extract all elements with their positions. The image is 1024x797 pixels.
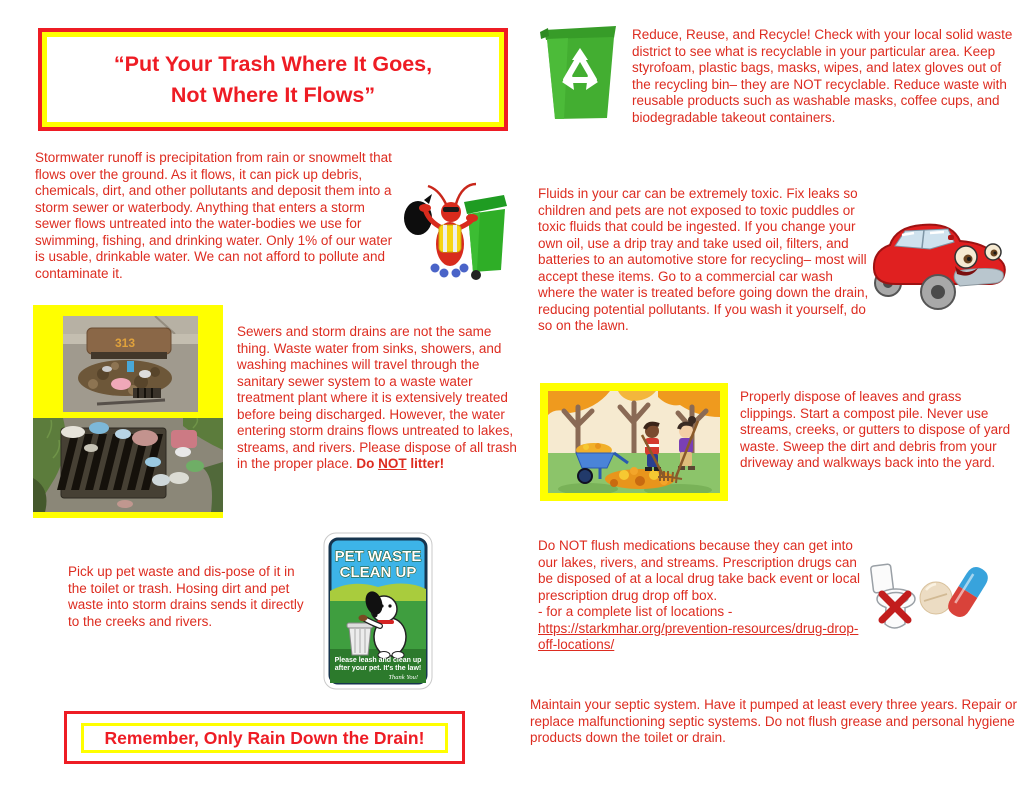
sewers-bold-1: Do xyxy=(356,456,379,471)
footer-text: Remember, Only Rain Down the Drain! xyxy=(104,727,425,748)
recycle-bin-icon xyxy=(538,16,622,123)
pet-sign-caption-1: Please leash and clean up xyxy=(334,657,422,664)
pet-waste-paragraph: Pick up pet waste and dis-pose of it in the toilet or trash. Hosing dirt and pet waste into storm drains sends it directly to the creeks and rivers. xyxy=(68,564,304,629)
medications-paragraph xyxy=(538,538,864,654)
stormwater-paragraph: Stormwater runoff is precipitation from rain or snowmelt that flows over the ground. As it flows, it can pick up debris, chemicals, dirt, and other pollutants and deposit them into a storm sewer or waterbody. Anything that enters a storm sewer flows untreated into the water-bodies we use for swimming, fishing, and drinking water. Only 1% of our water is usable, drinkable water. We can not afford to pollute and contaminate it. xyxy=(35,150,393,281)
car-fluids-paragraph: Fluids in your car can be extremely toxic. Fix leaks so children and pets are not exposed to toxic puddles or toxic fluids that could be ingested. If you change your own oil, use a drip tray and take used oil, filters, and batteries to an automotive store for recycling– most will accept these items. Go to a commercial car wash where the water is treated before going down the drain, reducing potential pollutants. If you wash it yourself, do so on the lawn. xyxy=(538,186,869,333)
clogged-curb-inlet-photo xyxy=(63,316,198,412)
pet-sign-thanks: Thank You! xyxy=(388,674,418,681)
title-banner xyxy=(38,28,508,131)
pet-waste-sign xyxy=(322,531,434,693)
recycle-paragraph: Reduce, Reuse, and Recycle! Check with your local solid waste district to see what is recyclable in your particular area. Keep styrofoam, plastic bags, masks, wipes, and latex gloves out of the recycling bin– they are NOT recyclable. Reduce waste with reusable products such as washable masks, coffee cups, and biodegradable takeout containers. xyxy=(632,27,1013,125)
pet-sign-caption-2: after your pet. It's the law! xyxy=(334,665,422,672)
sewers-body: Sewers and storm drains are not the same thing. Waste water from sinks, showers, and washing machines will travel through the sanitary sewer system to a waste water treatment plant where it is extensively treated before being discharged. However, the water entering storm drains flows untreated to lakes, streams, and rivers. Please dispose of all trash in the proper place. xyxy=(237,324,517,471)
pet-sign-title-2: CLEAN UP xyxy=(339,564,417,581)
storm-drain-photo-panel xyxy=(33,305,223,518)
drug-drop-off-link[interactable]: https://starkmhar.org/prevention-resources/drug-drop-off-locations/ xyxy=(538,620,859,652)
footer-banner xyxy=(64,711,465,764)
medications-body: Do NOT flush medications because they can get into our lakes, rivers, and streams. Prescription drugs can be disposed of at a local drug take back event or local prescription drug drop off box. xyxy=(538,538,860,603)
sewers-paragraph xyxy=(237,324,519,473)
curb-number-text: 313 xyxy=(115,336,136,350)
crawfish-trash-mascot-icon xyxy=(402,172,512,284)
sewers-bold-2: litter! xyxy=(406,456,445,471)
leaf-raking-illustration xyxy=(548,391,720,493)
no-flush-medications-icon xyxy=(862,552,992,647)
cartoon-car-icon xyxy=(860,207,1010,314)
yard-waste-paragraph: Properly dispose of leaves and grass clippings. Start a compost pile. Never use streams, creeks, or gutters to dispose of yard waste. Sweep the dirt and debris from your driveway and walkways back into the yard. xyxy=(740,389,1011,470)
leaf-raking-panel xyxy=(540,383,728,501)
sewers-bold-underlined: NOT xyxy=(378,456,407,471)
septic-paragraph: Maintain your septic system. Have it pumped at least every three years. Repair or replace malfunctioning septic systems. Do not flush grease and personal hygiene products down the toilet or drain. xyxy=(530,697,1017,745)
title-line-1: “Put Your Trash Where It Goes, xyxy=(113,51,433,76)
title-line-2: Not Where It Flows” xyxy=(170,82,376,107)
pet-sign-title-1: PET WASTE xyxy=(334,548,422,565)
littered-grate-photo xyxy=(33,418,223,512)
title-banner-inner xyxy=(42,32,504,127)
footer-banner-inner xyxy=(81,723,448,753)
medications-lead-in: - for a complete list of locations - xyxy=(538,604,733,619)
